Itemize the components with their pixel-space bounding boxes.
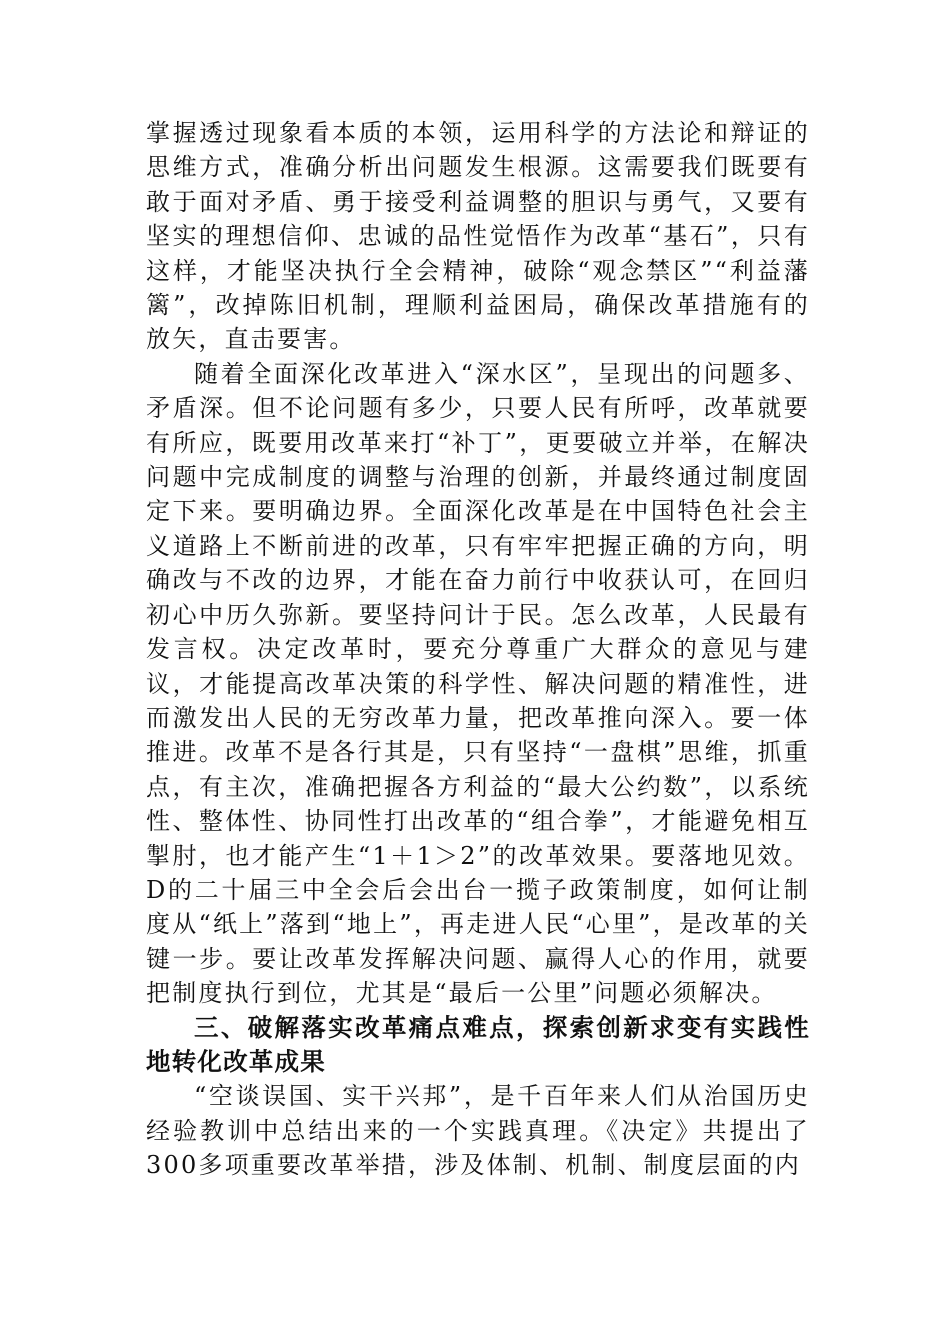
section-heading: 三、破解落实改革痛点难点，探索创新求变有实践性地转化改革成果	[146, 1012, 810, 1076]
paragraph-1: 掌握透过现象看本质的本领，运用科学的方法论和辩证的思维方式，准确分析出问题发生根源。这需要我们既要有敢于面对矛盾、勇于接受利益调整的胆识与勇气，又要有坚实的理想信仰、忠诚的品性觉悟作为改革“基石”，只有这样，才能坚决执行全会精神，破除“观念禁区”“利益藩篱”，改掉陈旧机制，理顺利益困局，确保改革措施有的放矢，直击要害。	[146, 119, 810, 354]
paragraph-3: “空谈误国、实干兴邦”，是千百年来人们从治国历史经验教训中总结出来的一个实践真理。《决定》共提出了300多项重要改革举措，涉及体制、机制、制度层面的内	[146, 1082, 810, 1180]
paragraph-2: 随着全面深化改革进入“深水区”，呈现出的问题多、矛盾深。但不论问题有多少，只要人民有所呼，改革就要有所应，既要用改革来打“补丁”，更要破立并举，在解决问题中完成制度的调整与治理的创新，并最终通过制度固定下来。要明确边界。全面深化改革是在中国特色社会主义道路上不断前进的改革，只有牢牢把握正确的方向，明确改与不改的边界，才能在奋力前行中收获认可，在回归初心中历久弥新。要坚持问计于民。怎么改革，人民最有发言权。决定改革时，要充分尊重广大群众的意见与建议，才能提高改革决策的科学性、解决问题的精准性，进而激发出人民的无穷改革力量，把改革推向深入。要一体推进。改革不是各行其是，只有坚持“一盘棋”思维，抓重点，有主次，准确把握各方利益的“最大公约数”，以系统性、整体性、协同性打出改革的“组合拳”，才能避免相互掣肘，也才能产生“1＋1＞2”的改革效果。要落地见效。D的二十届三中全会后会出台一揽子政策制度，如何让制度从“纸上”落到“地上”，再走进人民“心里”，是改革的关键一步。要让改革发挥解决问题、赢得人心的作用，就要把制度执行到位，尤其是“最后一公里”问题必须解决。	[146, 359, 810, 1008]
document-body	[146, 116, 810, 1183]
